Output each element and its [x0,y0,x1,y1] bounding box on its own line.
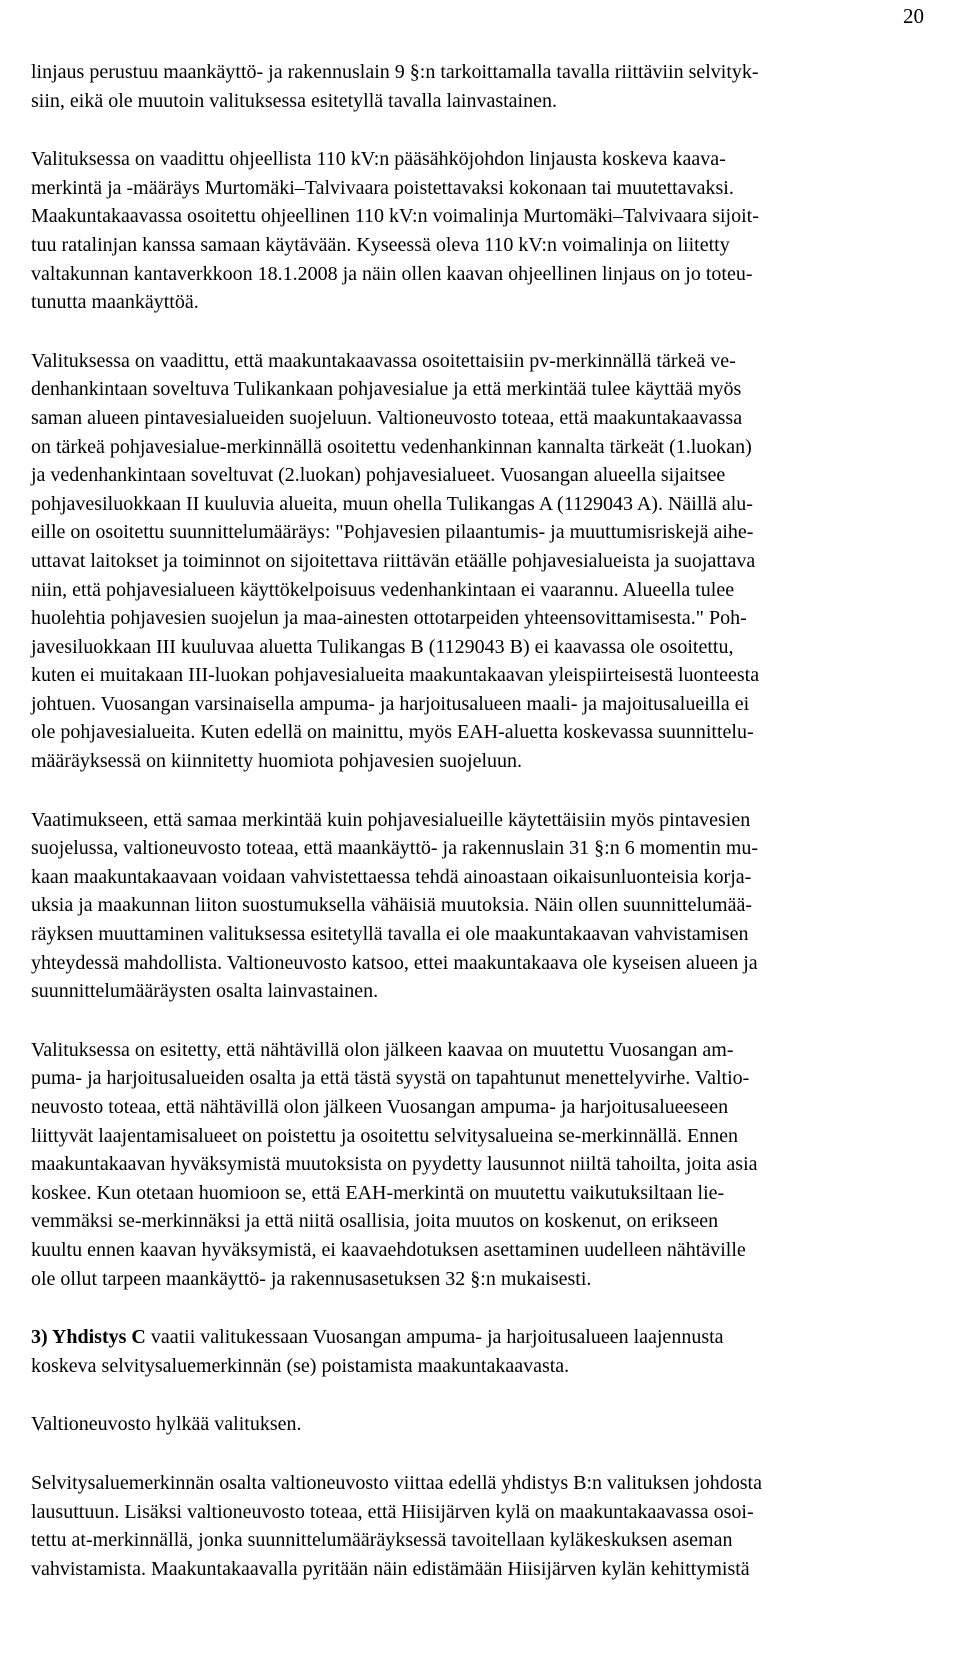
text-line: liittyvät laajentamisalueet on poistettu ja osoitettu selvitysalueina se-merkinnällä. Ennen [31,1124,739,1147]
text-line: tunutta maankäyttöä. [31,291,199,314]
text-line: neuvosto toteaa, että nähtävillä olon jälkeen Vuosangan ampuma- ja harjoitusalueeseen [31,1096,729,1118]
text-line: Valituksessa on vaadittu ohjeellista 110 kV:n pääsähköjohdon linjausta koskeva kaava- [31,148,726,171]
text-line: vemmäksi se-merkinnäksi ja että niitä osallisia, joita muutos on koskenut, on erikseen [31,1210,719,1233]
text-line: yhteydessä mahdollista. Valtioneuvosto katsoo, ettei maakuntakaava ole kyseisen alueen ja [31,951,758,974]
text-line: koskee. Kun otetaan huomioon se, että EAH-merkintä on muutettu vaikutuksiltaan lie- [31,1181,725,1204]
text-line: Vaatimukseen, että samaa merkintää kuin pohjavesialueille käytettäisiin myös pintavesien [31,808,751,831]
text-line: kaan maakuntakaavaan voidaan vahvistettaessa tehdä ainoastaan oikaisunluonteisia korja- [31,865,752,888]
text-line: tuu ratalinjan kanssa samaan käytävään. Kyseessä oleva 110 kV:n voimalinja on liitetty [31,233,730,256]
text-line: kuten ei muitakaan III-luokan pohjavesialueita maakuntakaavan yleispiirteisestä luonteesta [31,664,760,687]
text-line: Valituksessa on esitetty, että nähtävillä olon jälkeen kaavaa on muutettu Vuosangan am- [31,1038,734,1061]
text-line: Selvitysaluemerkinnän osalta valtioneuvosto viittaa edellä yhdistys B:n valituksen johdosta [31,1471,762,1494]
section-heading: 3) Yhdistys C [31,1326,146,1349]
text-line: eille on osoitettu suunnittelumääräys: "Pohjavesien pilaantumis- ja muuttumisriskejä aihe- [31,521,754,544]
paragraph-2 [31,145,929,317]
paragraph-4 [31,806,929,1006]
text-line: Maakuntakaavassa osoitettu ohjeellinen 110 kV:n voimalinja Murtomäki–Talvivaara sijoit- [31,205,759,228]
paragraph-1 [31,58,929,115]
text-line: Valituksessa on vaadittu, että maakuntakaavassa osoitettaisiin pv-merkinnällä tärkeä ve- [31,349,736,372]
text-line: Valtioneuvosto hylkää valituksen. [31,1413,302,1436]
paragraph-5 [31,1036,929,1293]
text-line: pohjavesiluokkaan II kuuluvia alueita, muun ohella Tulikangas A (1129043 A). Näillä alu- [31,492,753,515]
text-line: puma- ja harjoitusalueiden osalta ja että tästä syystä on tapahtunut menettelyvirhe. Valtio- [31,1067,750,1090]
text-line: lausuttuun. Lisäksi valtioneuvosto toteaa, että Hiisijärven kylä on maakuntakaavassa osoi- [31,1500,754,1523]
text-line: maakuntakaavan hyväksymistä muutoksista on pyydetty lausunnot niiltä tahoilta, joita asia [31,1153,758,1176]
text-line: valtakunnan kantaverkkoon 18.1.2008 ja näin ollen kaavan ohjeellinen linjaus on jo toteu- [31,262,753,285]
text-line: siin, eikä ole muutoin valituksessa esitetyllä tavalla lainvastainen. [31,89,557,112]
text-line: johtuen. Vuosangan varsinaisella ampuma- ja harjoitusalueen maali- ja majoitusalueilla ei [31,692,750,715]
text-line: ja vedenhankintaan soveltuvat (2.luokan) pohjavesialueet. Vuosangan alueella sijaitsee [31,464,726,487]
text-line: koskeva selvitysaluemerkinnän (se) poistamista maakuntakaavasta. [31,1354,570,1377]
text-line: niin, että pohjavesialueen käyttökelpoisuus vedenhankintaan ei vaarannu. Alueella tulee [31,578,735,601]
text-line: kuultu ennen kaavan hyväksymistä, ei kaavaehdotuksen asettaminen uudelleen nähtäville [31,1238,746,1261]
text-line: linjaus perustuu maankäyttö- ja rakennuslain 9 §:n tarkoittamalla tavalla riittäviin selvityk- [31,61,759,83]
text-line: javesiluokkaan III kuuluvaa aluetta Tulikangas B (1129043 B) ei kaavassa ole osoitettu, [31,635,734,658]
text-line: määräyksessä on kiinnitetty huomiota pohjavesien suojeluun. [31,750,523,773]
text-line: uksia ja maakunnan liiton suostumuksella vähäisiä muutoksia. Näin ollen suunnittelumää- [31,894,752,917]
text-line: vaatii valitukessaan Vuosangan ampuma- ja harjoitusalueen laajennusta [145,1326,724,1349]
text-line: räyksen muuttaminen valituksessa esitetyllä tavalla ei ole maakuntakaavan vahvistamisen [31,923,749,946]
text-line: merkintä ja -määräys Murtomäki–Talvivaara poistettavaksi kokonaan tai muutettavaksi. [31,176,734,199]
paragraph-6 [31,1323,929,1380]
text-line: ole ollut tarpeen maankäyttö- ja rakennusasetuksen 32 §:n mukaisesti. [31,1267,592,1290]
text-line: huolehtia pohjavesien suojelun ja maa-ainesten ottotarpeiden yhteensovittamisesta." Poh- [31,607,747,630]
text-line: suunnittelumääräysten osalta lainvastainen. [31,980,379,1003]
paragraph-8 [31,1469,929,1583]
text-line: ole pohjavesialueita. Kuten edellä on mainittu, myös EAH-aluetta koskevassa suunnittelu- [31,721,754,744]
paragraph-7 [31,1410,929,1439]
text-line: denhankintaan soveltuva Tulikankaan pohjavesialue ja että merkintää tulee käyttää myös [31,378,742,401]
page-number: 20 [903,4,924,28]
text-line: saman alueen pintavesialueiden suojeluun. Valtioneuvosto toteaa, että maakuntakaavassa [31,406,743,429]
text-line: uttavat laitokset ja toiminnot on sijoitettava riittävän etäälle pohjavesialueista ja suojattava [31,549,756,572]
paragraph-3 [31,347,929,776]
document-body [31,58,929,1583]
text-line: suojelussa, valtioneuvosto toteaa, että maankäyttö- ja rakennuslain 31 §:n 6 momentin mu- [31,837,759,860]
text-line: on tärkeä pohjavesialue-merkinnällä osoitettu vedenhankinnan kannalta tärkeät (1.luokan) [31,435,752,458]
text-line: vahvistamista. Maakuntakaavalla pyritään näin edistämään Hiisijärven kylän kehittymistä [31,1557,750,1580]
text-line: tettu at-merkinnällä, jonka suunnittelumääräyksessä tavoitellaan kyläkeskuksen aseman [31,1529,733,1552]
